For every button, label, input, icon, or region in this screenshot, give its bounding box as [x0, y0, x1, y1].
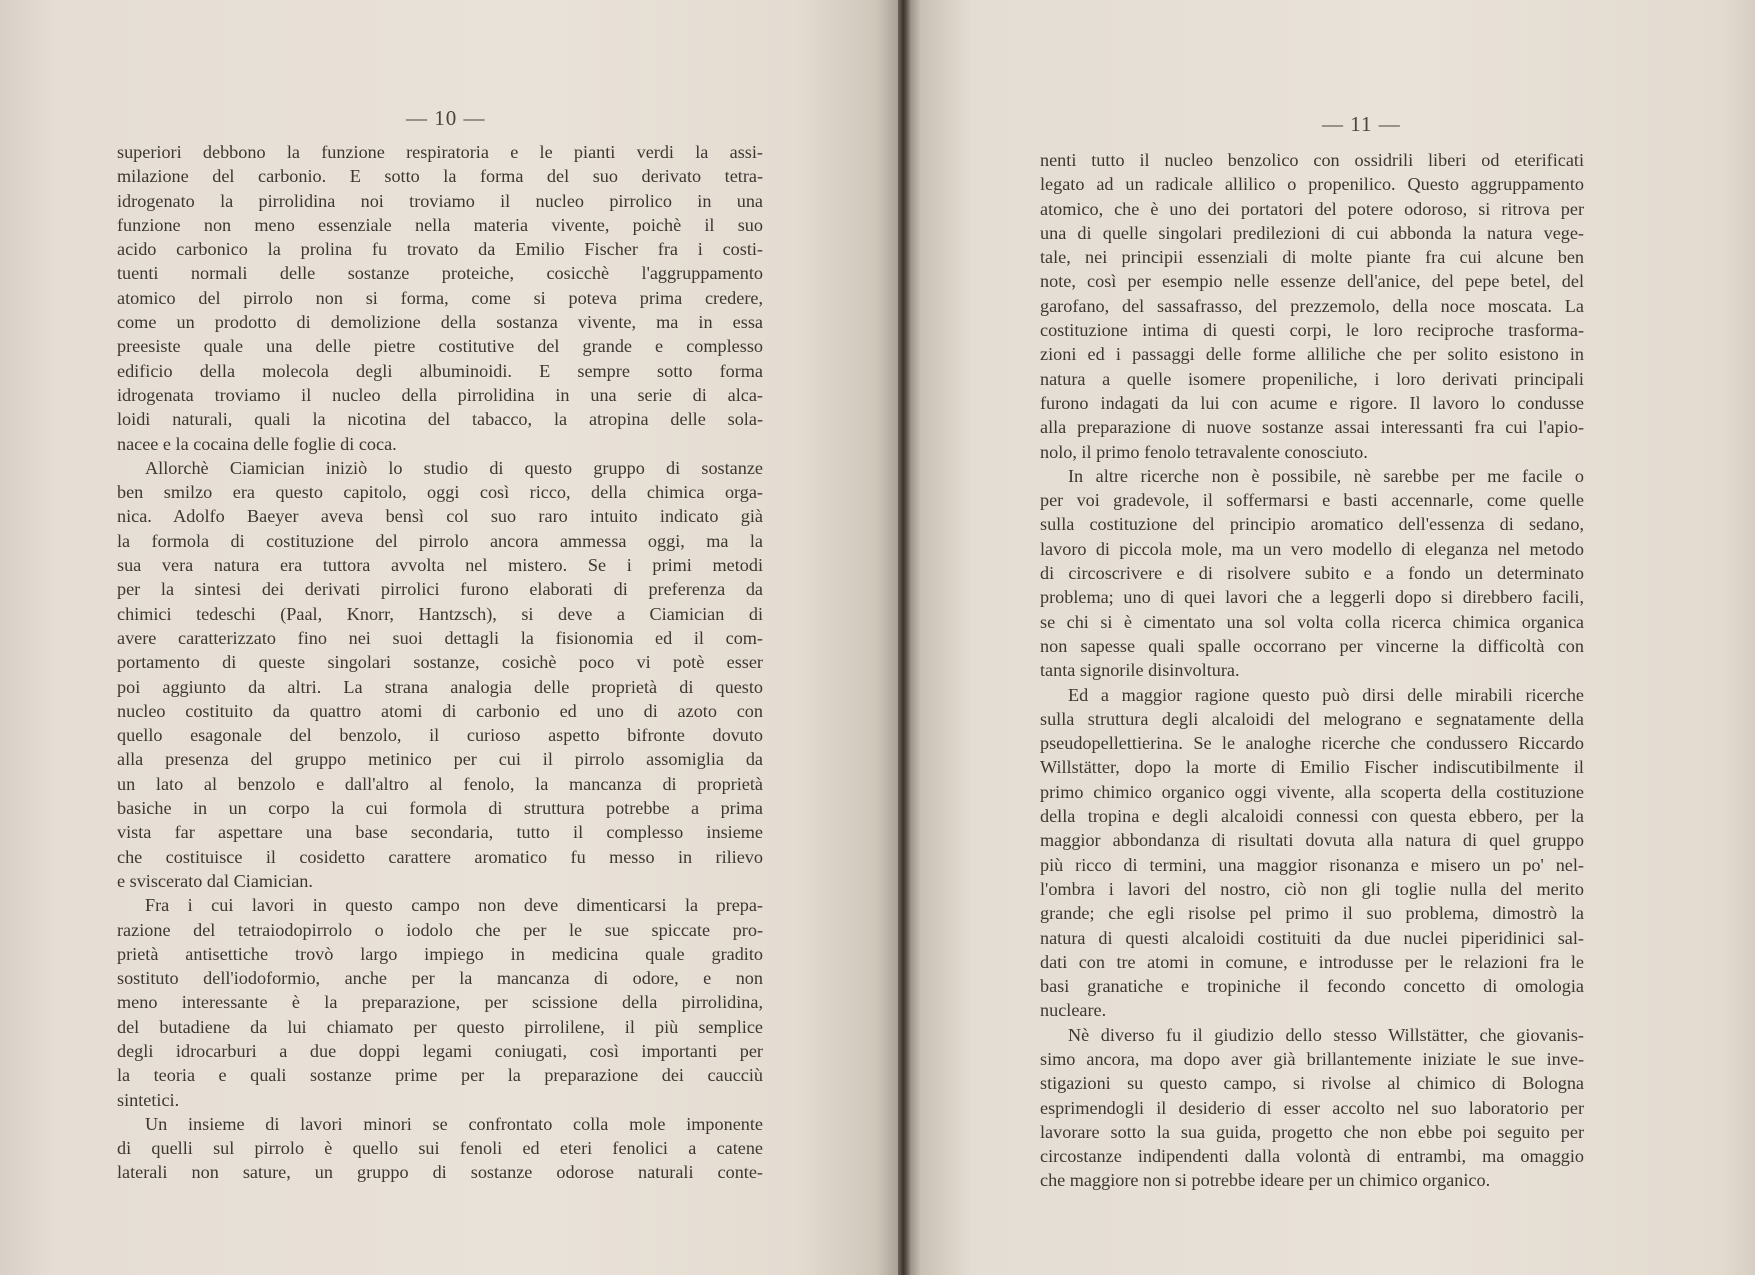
text-line: non sapesse quali spalle occorrano per vincerne la difficoltà con: [1040, 635, 1584, 656]
text-line: garofano, del sassafrasso, del prezzemolo, della noce moscata. La: [1040, 295, 1584, 316]
text-line: sulla struttura degli alcaloidi del melograno e segnatamente della: [1040, 708, 1584, 729]
text-line: una di quelle singolari predilezioni di cui abbonda la natura vege-: [1040, 222, 1584, 243]
text-line: basi granatiche e tropiniche il fecondo concetto di omologia: [1040, 976, 1584, 997]
right-page: [904, 0, 1755, 1275]
text-line: nica. Adolfo Baeyer aveva bensì col suo raro intuito indicato già: [117, 506, 763, 527]
text-line: natura di questi alcaloidi costituiti da due nuclei piperidinici sal-: [1040, 927, 1584, 948]
text-line: edificio della molecola degli albuminoidi. E sempre sotto forma: [117, 360, 763, 381]
text-line: stigazioni su questo campo, si rivolse al chimico di Bologna: [1040, 1073, 1584, 1094]
text-line: tuenti normali delle sostanze proteiche, cosicchè l'aggruppamento: [117, 263, 763, 284]
text-line: nenti tutto il nucleo benzolico con ossidrili liberi od eterificati: [1040, 150, 1584, 170]
text-line: laterali non sature, un gruppo di sostanze odorose naturali conte-: [117, 1162, 763, 1183]
text-line: funzione non meno essenziale nella materia vivente, poichè il suo: [117, 214, 763, 235]
text-line: lavoro di piccola mole, ma un vero modello di eleganza nel metodo: [1040, 538, 1584, 559]
text-line: superiori debbono la funzione respiratoria e le pianti verdi la assi-: [117, 142, 763, 162]
text-line: In altre ricerche non è possibile, nè sarebbe per me facile o: [1068, 465, 1584, 486]
text-line: la teoria e quali sostanze prime per la preparazione dei caucciù: [117, 1065, 763, 1086]
text-line: per voi gradevole, il soffermarsi e basti accennarle, come quelle: [1040, 490, 1584, 511]
text-line: alla presenza del gruppo metinico per cui il pirrolo assomiglia da: [117, 749, 763, 770]
text-line: pseudopellettierina. Se le analoghe ricerche che condussero Riccardo: [1040, 733, 1584, 754]
text-line: tale, nei principii essenziali di molte piante fra cui alcune ben: [1040, 247, 1584, 268]
text-line: primo chimico organico oggi vivente, alla scoperta della costituzione: [1040, 781, 1584, 802]
text-line: idrogenata troviamo il nucleo della pirrolidina in una serie di alca-: [117, 384, 763, 405]
text-line: grande; che egli risolse pel primo il suo problema, dimostrò la: [1040, 903, 1584, 924]
text-line: degli idrocarburi a due doppi legami coniugati, così importanti per: [117, 1040, 763, 1061]
text-line: atomico, che è uno dei portatori del potere odoroso, si ritrova per: [1040, 198, 1584, 219]
text-line: e sviscerato dal Ciamician.: [117, 870, 313, 891]
text-line: Allorchè Ciamician iniziò lo studio di questo gruppo di sostanze: [145, 457, 763, 478]
text-line: che costituisce il cosidetto carattere aromatico fu messo in rilievo: [117, 846, 763, 867]
text-line: un lato al benzolo e dall'altro al fenolo, la mancanza di proprietà: [117, 773, 763, 794]
text-line: atomico del pirrolo non si forma, come si poteva prima credere,: [117, 287, 763, 308]
text-line: per la sintesi dei derivati pirrolici furono elaborati di preferenza da: [117, 579, 763, 600]
text-line: della tropina e degli alcaloidi connessi con questa ebbero, per la: [1040, 806, 1584, 827]
book-gutter: [898, 0, 910, 1275]
text-line: che maggiore non si potrebbe ideare per un chimico organico.: [1040, 1170, 1491, 1191]
text-line: note, così per esempio nelle essenze dell'anice, del pepe betel, del: [1040, 271, 1584, 292]
text-line: Nè diverso fu il giudizio dello stesso Willstätter, che giovanis-: [1068, 1024, 1584, 1045]
text-line: sostituto dell'iodoformio, anche per la mancanza di odore, e non: [117, 968, 763, 989]
body-text: [1040, 148, 1584, 1193]
text-line: ben smilzo era questo capitolo, oggi così ricco, della chimica orga-: [117, 482, 763, 503]
text-line: se chi si è cimentato una sol volta colla ricerca chimica organica: [1040, 611, 1584, 632]
text-line: portamento di queste singolari sostanze, cosichè poco vi potè esser: [117, 652, 763, 673]
text-line: Willstätter, dopo la morte di Emilio Fischer indiscutibilmente il: [1040, 757, 1584, 778]
text-line: vista far aspettare una base secondaria, tutto il complesso insieme: [117, 822, 763, 843]
body-text: [117, 140, 763, 1185]
text-line: legato ad un radicale allilico o propenilico. Questo aggruppamento: [1040, 174, 1584, 195]
text-line: natura a quelle isomere propeniliche, i loro derivati principali: [1040, 368, 1584, 389]
text-line: chimici tedeschi (Paal, Knorr, Hantzsch), si deve a Ciamician di: [117, 603, 763, 624]
text-line: simo ancora, ma dopo aver già brillantemente iniziate le sue inve-: [1040, 1048, 1584, 1069]
text-line: dati con tre atomi in comune, e introdusse per le relazioni fra le: [1040, 951, 1584, 972]
text-line: di quelli sul pirrolo è quello sui fenoli ed eteri fenolici a catene: [117, 1138, 763, 1159]
text-line: circostanze indipendenti dalla volontà di entrambi, ma omaggio: [1040, 1146, 1584, 1167]
text-line: Un insieme di lavori minori se confrontato colla mole imponente: [145, 1113, 763, 1134]
text-line: furono indagati da lui con acume e rigore. Il lavoro lo condusse: [1040, 392, 1584, 413]
text-line: milazione del carbonio. E sotto la forma del suo derivato tetra-: [117, 166, 763, 187]
text-line: poi aggiunto da altri. La strana analogia delle proprietà di questo: [117, 676, 763, 697]
text-line: razione del tetraiodopirrolo o iodolo che per le sue spiccate pro-: [117, 919, 763, 940]
text-line: nacee e la cocaina delle foglie di coca.: [117, 433, 397, 454]
text-line: nolo, il primo fenolo tetravalente conosciuto.: [1040, 441, 1368, 462]
text-line: del butadiene da lui chiamato per questo pirrolilene, il più semplice: [117, 1016, 763, 1037]
text-line: idrogenato la pirrolidina noi troviamo il nucleo pirrolico in una: [117, 190, 763, 211]
text-line: la formola di costituzione del pirrolo ancora ammessa oggi, ma la: [117, 530, 763, 551]
page-number: — 10 —: [406, 106, 486, 130]
text-line: nucleo costituito da quattro atomi di carbonio ed uno di azoto con: [117, 700, 763, 721]
text-line: tanta signorile disinvoltura.: [1040, 660, 1240, 681]
text-line: sulla costituzione del principio aromatico dell'essenza di sedano,: [1040, 514, 1584, 535]
text-line: l'ombra i lavori del nostro, ciò non gli toglie nulla del merito: [1040, 878, 1584, 899]
text-line: basiche in un corpo la cui formola di struttura potrebbe a prima: [117, 798, 763, 819]
text-line: costituzione intima di questi corpi, le loro reciproche trasforma-: [1040, 320, 1584, 341]
text-line: sua vera natura era tuttora avvolta nel mistero. Se i primi metodi: [117, 555, 763, 576]
text-line: quello esagonale del benzolo, il curioso aspetto bifronte dovuto: [117, 725, 763, 746]
text-line: avere caratterizzato fino nei suoi dettagli la fisionomia ed il com-: [117, 627, 763, 648]
text-line: maggior abbondanza di risultati dovuta alla natura di quel gruppo: [1040, 830, 1584, 851]
text-line: di circoscrivere e di risolvere subito e a fondo un determinato: [1040, 563, 1584, 584]
text-line: nucleare.: [1040, 1000, 1107, 1021]
text-line: lavorare sotto la sua guida, progetto che non ebbe poi seguito per: [1040, 1121, 1584, 1142]
text-line: esprimendogli il desiderio di esser accolto nel suo laboratorio per: [1040, 1097, 1584, 1118]
text-line: meno interessante è la preparazione, per scissione della pirrolidina,: [117, 992, 763, 1013]
text-line: acido carbonico la prolina fu trovato da Emilio Fischer fra i costi-: [117, 239, 763, 260]
text-line: Fra i cui lavori in questo campo non deve dimenticarsi la prepa-: [145, 895, 763, 916]
text-line: più ricco di termini, una maggior risonanza e misero un po' nel-: [1040, 854, 1584, 875]
text-line: sintetici.: [117, 1089, 180, 1110]
text-line: loidi naturali, quali la nicotina del tabacco, la atropina delle sola-: [117, 409, 763, 430]
text-line: come un prodotto di demolizione della sostanza vivente, ma in essa: [117, 312, 763, 333]
text-line: alla preparazione di nuove sostanze assai interessanti fra cui l'apio-: [1040, 417, 1584, 438]
text-line: preesiste quale una delle pietre costitutive del grande e complesso: [117, 336, 763, 357]
text-line: problema; uno di quei lavori che a leggerli dopo si direbbero facili,: [1040, 587, 1584, 608]
text-line: zioni ed i passaggi delle forme alliliche che per solito esistono in: [1040, 344, 1584, 365]
text-line: prietà antisettiche trovò largo impiego in medicina quale gradito: [117, 943, 763, 964]
text-line: Ed a maggior ragione questo può dirsi delle mirabili ricerche: [1068, 684, 1584, 705]
page-number: — 11 —: [1322, 112, 1401, 136]
